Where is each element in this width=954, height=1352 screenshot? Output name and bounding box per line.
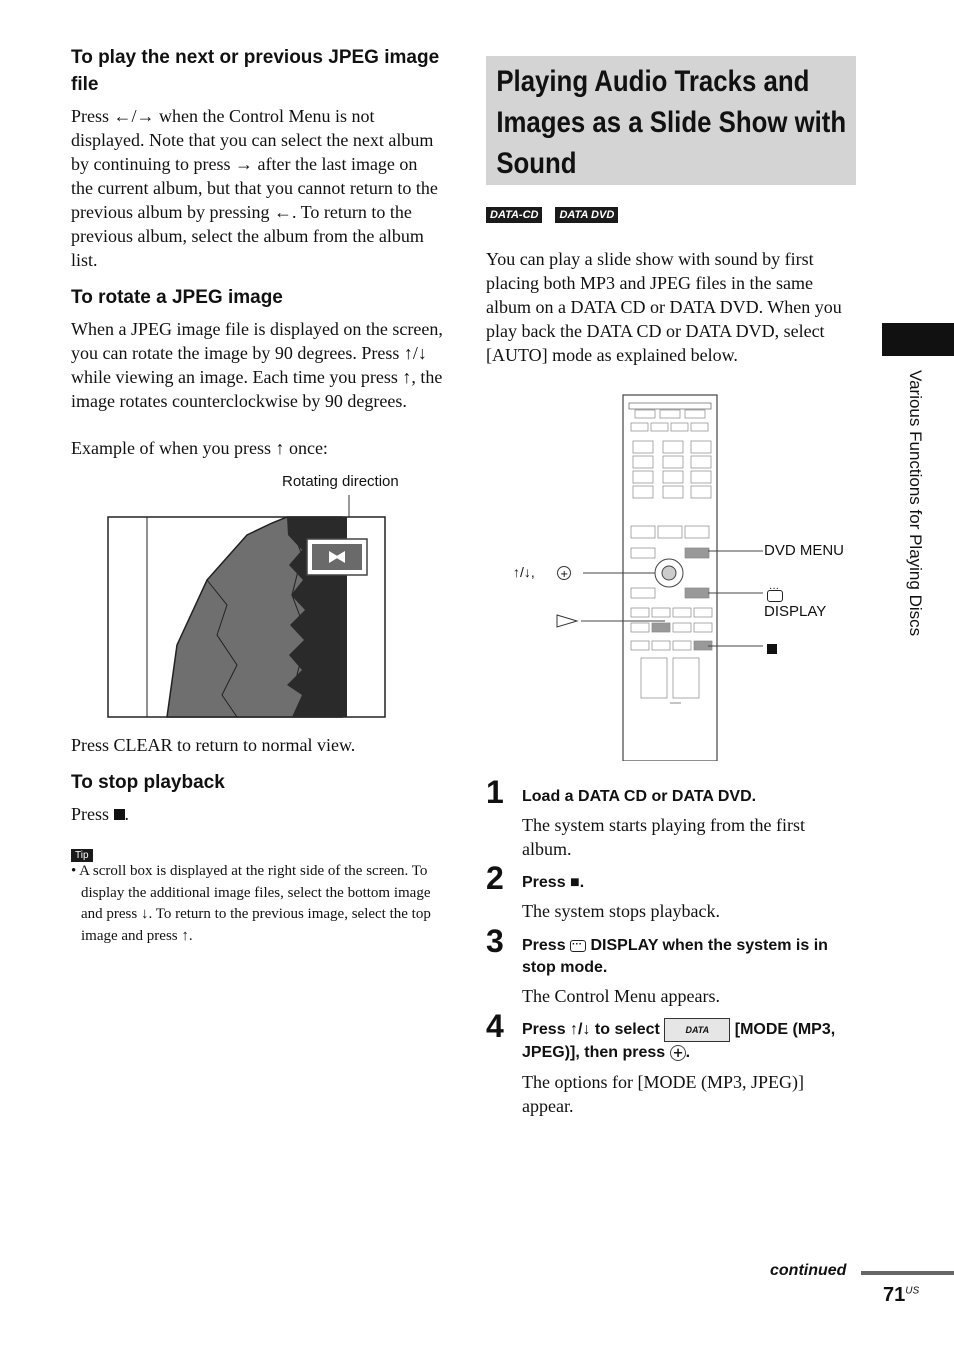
step-4-head-b: [MODE (MP3, JPEG)], then press [522,1021,836,1061]
section-body-rotate: When a JPEG image file is displayed on the screen, you can rotate the image by 90 degrees. Press ↑/↓ while viewing an image. Each time you press ↑, the image rotates counterclockwise by 90 degrees. [71,319,443,411]
display-icon [767,590,783,602]
page-number [883,1284,919,1307]
step-heading-4: Press ↑/↓ to select DATA [MODE (MP3, JPEG)], then press + . [522,1018,857,1064]
page-number-value: 71 [883,1284,906,1306]
rotate-illustration [107,495,389,720]
step-heading-1: Load a DATA CD or DATA DVD. [522,788,757,805]
section-heading-next-previous: To play the next or previous JPEG image file [71,47,440,95]
banner-title: Playing Audio Tracks and Images as a Slide Show with Sound [496,65,847,180]
press-clear-text: Press CLEAR to return to normal view. [71,735,356,755]
stop-icon [114,809,125,820]
step-body-3: The Control Menu appears. [522,986,720,1006]
step-number-1: 1 [486,774,504,810]
enter-icon [670,1045,686,1061]
dvd-menu-label: DVD MENU [764,542,845,559]
rotating-direction-label: Rotating direction [282,473,399,490]
step-number-4: 4 [486,1008,504,1044]
continued-bar [861,1271,954,1275]
tip-label: Tip [71,849,93,862]
display-icon [570,940,586,952]
step-body-2: The system stops playback. [522,901,720,921]
stop-label [767,641,777,659]
remote-control-illustration [505,393,855,761]
section-banner [486,56,856,185]
updown-label: ↑/↓, [513,564,535,580]
section-heading-rotate: To rotate a JPEG image [71,287,283,308]
data-mode-icon: DATA [664,1018,730,1042]
disc-badges [486,205,618,223]
badge-data-dvd: DATA DVD [555,207,618,223]
section-heading-stop: To stop playback [71,772,225,793]
step-body-1: The system starts playing from the first album. [522,815,805,859]
badge-data-cd: DATA-CD [486,207,542,223]
step-number-3: 3 [486,923,504,959]
display-label: DISPLAY [764,603,827,620]
step-heading-3 [522,935,857,979]
continued-label: continued [770,1262,847,1279]
section-body-next-previous: Press ←/→ when the Control Menu is not displayed. Note that you can select the next album by continuing to press → after the last image on the current album, but that you cannot return to the previous album by pressing ←. To return to the previous album, select the album from the album list. [71,106,438,270]
step-3-head-b: DISPLAY when the system is in stop mode. [522,937,828,976]
step-3-head-a: Press [522,937,566,954]
side-tab-marker [882,323,954,356]
intro-paragraph: You can play a slide show with sound by first placing both MP3 and JPEG files in the same album on a DATA CD or DATA DVD. When you play back the DATA CD or DATA DVD, select [AUTO] mode as explained below. [486,249,842,365]
stop-icon [767,644,777,654]
enter-button [662,566,676,580]
step-number-2: 2 [486,860,504,896]
page-suffix: US [905,1285,920,1297]
step-4-head-a: Press ↑/↓ to select [522,1021,660,1039]
side-tab-text: Various Functions for Playing Discs [906,370,925,637]
svg-text:+: + [560,569,569,580]
play-icon [557,615,577,627]
step-body-4: The options for [MODE (MP3, JPEG)] appear. [522,1072,804,1116]
rotate-example-text: Example of when you press ↑ once: [71,438,328,458]
section-body-stop: Press . [71,804,130,824]
stop-press-text: Press [71,804,110,824]
step-heading-2: Press ■. [522,874,585,891]
tip-text: • A scroll box is displayed at the right side of the screen. To display the additional image files, select the bottom image and press ↓. To return to the previous image, select the top image and press ↑. [71,863,431,944]
